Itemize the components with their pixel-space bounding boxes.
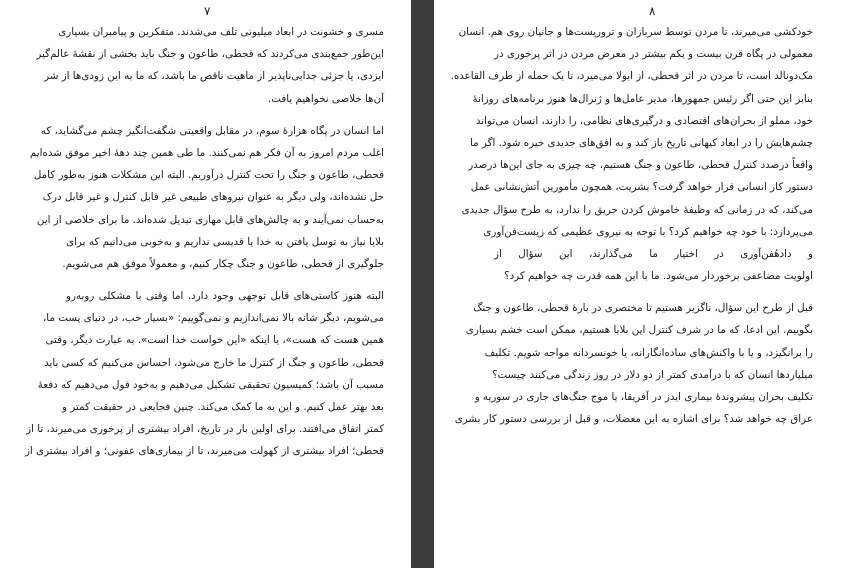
text-line: ایزدی، یا جزئی جدایی‌ناپذیر از ماهیت ناقص ما باشد، که ما به این زودی‌ها از شر [44,70,384,83]
text-line: می‌پردازد: با خود چه خواهیم کرد؟ با توجه به نیروی عظیمی که زیست‌فن‌آوری [483,225,813,238]
left-page-text [24,21,384,463]
text-line: قحطی؛ افراد بیشتری از کهولت می‌میرند، تا از بیماری‌های عفونی؛ و افراد بیشتری از [24,445,384,458]
text-line: را برانگیزد، و یا با واکنش‌های ساده‌انگارانه، یا خونسردانه مواجه شویم. تکلیف [484,346,813,359]
left-page-number: ۷ [204,4,211,18]
text-line: می‌کند، که در زمانی که وظیفهٔ خاموش کردن حریق را ندارد، به طرح سؤال جدیدی [461,203,813,216]
text-line: بعد بهتر عمل کنیم. و این به ما کمک می‌کند. چنین فجایعی در حقیقت کمتر و [61,401,384,413]
text-line: می‌شویم، دیگر شانه بالا نمی‌اندازیم و نمی‌گوییم: «بسیار خب، در دنیای پست ما، [42,312,384,325]
text-line: این‌طور جمع‌بندی می‌کردند که قحطی، طاعون و جنگ باید بخشی از نقشهٔ عالم‌گیر [36,48,384,61]
text-line: میلیاردها انسان که با درآمدی کمتر از دو دلار در روز زندگی می‌کنند چیست؟ [492,368,813,381]
text-line: جلوگیری از قحطی، طاعون و جنگ چکار کنیم، و معمولاً موفق هم می‌شویم. [62,257,384,270]
text-line: قحطی، طاعون و جنگ از کنترل ما خارج می‌شود، احساس می‌کنیم که کسی باید [44,356,384,369]
text-line: قبل از طرح این سؤال، ناگزیر هستیم تا مختصری در بارهٔ قحطی، طاعون و جنگ [473,302,813,315]
text-line: مسری و خشونت در ابعاد میلیونی تلف می‌شدند. متفکرین و پیامبران بسیاری [58,26,384,38]
text-line: البته هنوز کاستی‌های قابل توجهی وجود دارد. اما وقتی با مشکلی روبه‌رو [66,290,384,303]
text-line: بگوییم. این ادعا، که ما در شرف کنترل این بلایا هستیم، ممکن است خشم بسیاری [465,324,813,337]
text-line: معمولی در پگاه قرن بیست و یکم بیشتر در معرض مردن در اثر پرخوری در [493,48,813,61]
text-line: تکلیف بحران پیشروندهٔ بیماری ایدز در آفریقا، یا موج جنگ‌های جاری در سوریه و [474,391,813,403]
text-line: و دادهٔفن‌آوری در اختیار ما می‌گذارند، این سؤال از [494,247,813,260]
book-gutter [411,0,434,568]
text-line: خودکشی می‌میرند، تا مردن توسط سربازان و تروریست‌ها و جانیان روی هم. انسان [458,26,813,38]
text-line: خود، مملو از بحران‌های اقتصادی و درگیری‌های نظامی، را دارند، انسان می‌تواند [475,114,813,127]
text-line: واقعاً درصدد کنترل قحطی، طاعون و جنگ هستیم، چه چیزی به جای این‌ها درصدر [468,159,813,172]
text-line: همین هست که هست»، یا اینکه «این خواست خدا است». به عبارت دیگر، وقتی [45,334,384,347]
text-line: مسبب آن باشد؛ کمیسیون تحقیقی تشکیل می‌دهیم و به‌خود قول می‌دهیم که دفعهٔ [37,378,384,391]
paragraph-gap [66,275,384,285]
text-line: عراق چه خواهد شد؟ برای اشاره به این معضلات، و قبل از بررسی دستور کار بشری [454,413,813,426]
right-page-text [450,21,813,430]
text-line: چشم‌هایش را در ابعاد کیهانی تاریخ باز کند و به افق‌های جدیدی خیره شود. اگر ما [470,136,813,149]
left-page [0,0,411,568]
text-line: دستور کار انسانی قرار خواهد گرفت؟ بشریت، همچون مأمورین آتش‌نشانی عمل [470,181,813,194]
text-line: اغلب مردم امروز به آن فکر هم نمی‌کنند. ما طی همین چند دههٔ اخیر موفق شده‌ایم [29,146,384,159]
text-line: اولویت مضاعفی برخوردار می‌شود. ما با این همه قدرت چه خواهیم کرد؟ [504,270,813,283]
text-line: بنابر این حتی اگر رئیس جمهورها، مدیر عامل‌ها و ژنرال‌ها هنوز برنامه‌های روزانهٔ [472,92,813,105]
text-line: به‌حساب نمی‌آیند و به چالش‌های قابل مهاری تبدیل شده‌اند. ما برای خلاصی از این [36,213,384,226]
text-line: حل نشده‌اند، ولی دیگر به عنوان نیروهای طبیعی غیر قابل کنترل و غیر قابل درک [42,191,384,204]
text-line: اما انسان در پگاه هزارهٔ سوم، در مقابل واقعیتی شگفت‌انگیز چشم می‌گشاید، که [40,124,384,137]
paragraph-gap [66,110,384,120]
right-page-number: ۸ [649,4,656,18]
text-line: قحطی، طاعون و جنگ را تحت کنترل درآوریم. البته این مشکلات هنوز به‌طور کامل [33,169,384,182]
text-line: بلایا نیاز به توسل یافتن به خدا یا قدیسی نداریم و به‌خوبی می‌دانیم که برای [66,235,384,248]
paragraph-gap [494,287,813,297]
text-line: مک‌دونالد است، تا مردن در اثر قحطی، از ابولا می‌میرد، تا یک حمله از طرف القاعده. [450,70,813,83]
text-line: آن‌ها خلاصی نخواهیم یافت. [267,92,384,105]
right-page [434,0,841,568]
text-line: کمتر اتفاق می‌افتند. برای اولین بار در تاریخ، افراد بیشتری از پرخوری می‌میرند، تا از [26,423,384,436]
